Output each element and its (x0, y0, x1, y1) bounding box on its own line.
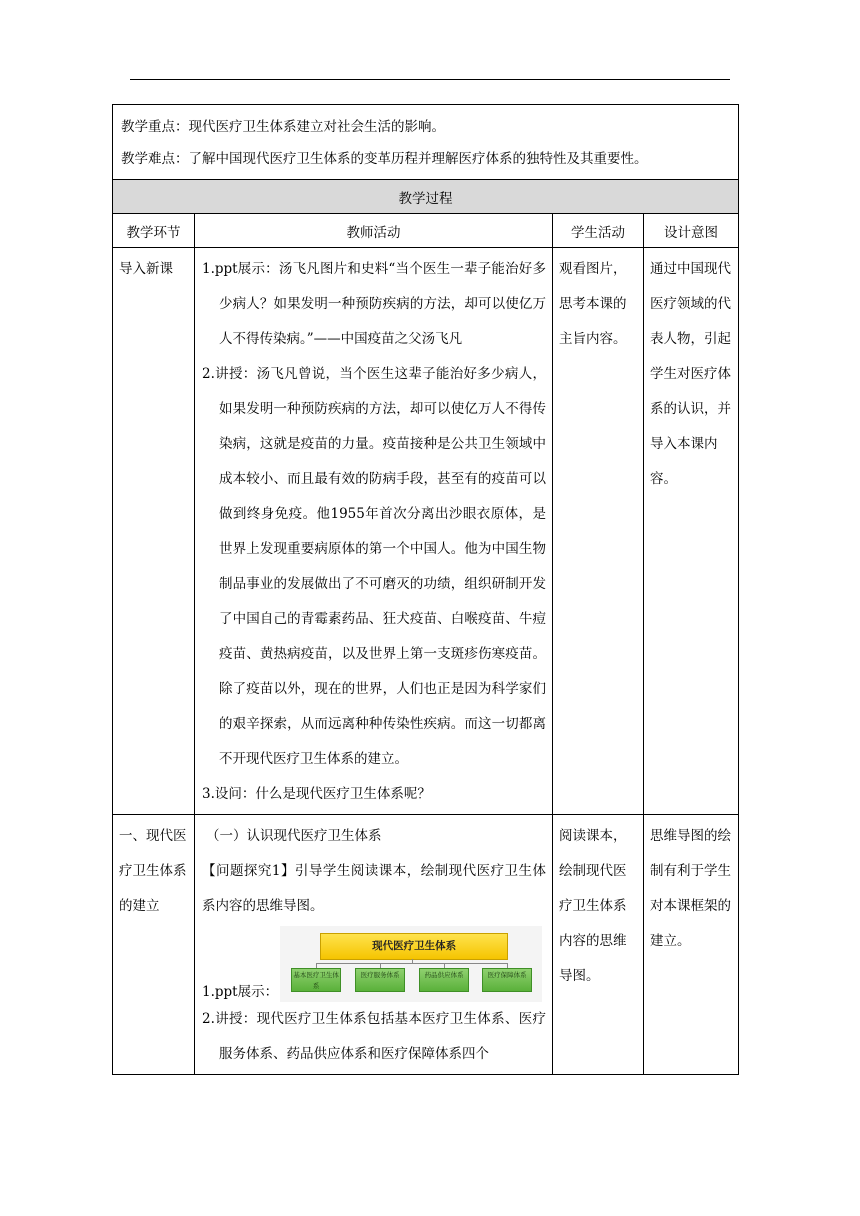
header-teacher: 教师活动 (195, 214, 553, 248)
table-row (113, 248, 739, 815)
lesson-plan-table (112, 104, 739, 1075)
difficult-point: 教学难点：了解中国现代医疗卫生体系的变革历程并理解医疗体系的独特性及其重要性。 (121, 151, 648, 167)
mindmap-block (202, 926, 546, 1002)
header-student: 学生活动 (553, 214, 644, 248)
mindmap-leaf: 医疗保障体系 (482, 968, 532, 992)
teacher-cell (195, 815, 553, 1075)
focus-row (113, 105, 739, 180)
stage-cell: 导入新课 (113, 248, 195, 815)
mindmap-leaf: 医疗服务体系 (355, 968, 405, 992)
teacher-ppt-label: 1.ppt展示： (202, 984, 279, 1000)
teacher-item: 1.ppt展示：汤飞凡图片和史料“当个医生一辈子能治好多少病人？如果发明一种预防疾病的方法，却可以使亿万人不得传染病。”——中国疫苗之父汤飞凡 (202, 261, 546, 347)
mindmap-leaf: 基本医疗卫生体系 (291, 968, 341, 992)
teacher-cell (195, 248, 553, 815)
teacher-item: 2.讲授：汤飞凡曾说，当个医生这辈子能治好多少病人，如果发明一种预防疾病的方法，却可以使亿万人不得传染病，这就是疫苗的力量。疫苗接种是公共卫生领域中成本较小、而且最有效的防病手段，甚至有的疫苗可以做到终身免疫。他1955年首次分离出沙眼衣原体，是世界上发现重要病原体的第一个中国人。他为中国生物制品事业的发展做出了不可磨灭的功绩，组织研制开发了中国自己的青霉素药品、狂犬疫苗、白喉疫苗、牛痘疫苗、黄热病疫苗，以及世界上第一支斑疹伤寒疫苗。除了疫苗以外，现在的世界，人们也正是因为科学家们的艰辛探索，从而远离种种传染性疾病。而这一切都离不开现代医疗卫生体系的建立。 (202, 366, 546, 767)
mindmap-diagram (280, 926, 542, 1002)
key-point: 教学重点：现代医疗卫生体系建立对社会生活的影响。 (121, 119, 445, 135)
intent-cell: 思维导图的绘制有利于学生对本课框架的建立。 (644, 815, 739, 1075)
header-stage: 教学环节 (113, 214, 195, 248)
process-title-row (113, 180, 739, 214)
mindmap-connector (316, 963, 508, 964)
teacher-lecture: 2.讲授：现代医疗卫生体系包括基本医疗卫生体系、医疗服务体系、药品供应体系和医疗保障体系四个 (202, 1011, 546, 1062)
mindmap-leaf: 药品供应体系 (419, 968, 469, 992)
student-cell: 观看图片，思考本课的主旨内容。 (553, 248, 644, 815)
process-title: 教学过程 (113, 180, 739, 214)
header-rule (130, 79, 730, 80)
teacher-item: 3.设问：什么是现代医疗卫生体系呢？ (202, 786, 431, 802)
header-row (113, 214, 739, 248)
intent-cell: 通过中国现代医疗领域的代表人物，引起学生对医疗体系的认识，并导入本课内容。 (644, 248, 739, 815)
focus-cell (113, 105, 739, 180)
header-intent: 设计意图 (644, 214, 739, 248)
teacher-heading: （一）认识现代医疗卫生体系 (206, 828, 382, 844)
student-cell: 阅读课本，绘制现代医疗卫生体系内容的思维导图。 (553, 815, 644, 1075)
mindmap-root: 现代医疗卫生体系 (320, 933, 508, 960)
teacher-question: 【问题探究1】引导学生阅读课本，绘制现代医疗卫生体系内容的思维导图。 (202, 863, 546, 914)
stage-cell: 一、现代医疗卫生体系的建立 (113, 815, 195, 1075)
table-row (113, 815, 739, 1075)
